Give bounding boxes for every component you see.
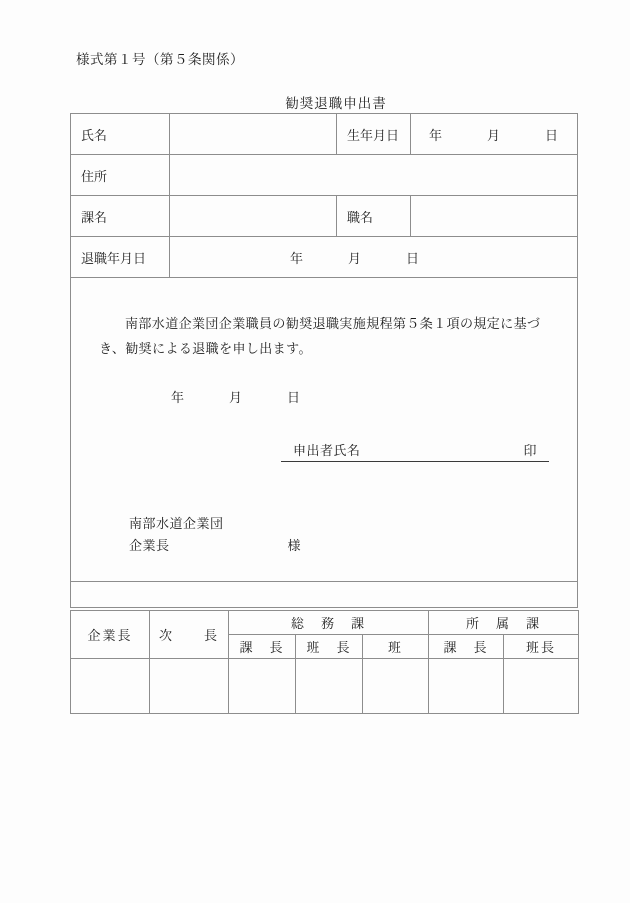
statement-text: 南部水道企業団企業職員の勧奨退職実施規程第５条１項の規定に基づき、勧奨による退職を申し出ます。 bbox=[99, 317, 541, 358]
approval-header-belonging-section: 所 属 課 bbox=[429, 611, 579, 635]
field-division[interactable] bbox=[169, 196, 336, 236]
field-name[interactable] bbox=[169, 114, 336, 154]
birthdate-day-unit: 日 bbox=[545, 128, 560, 144]
submission-date[interactable] bbox=[171, 387, 549, 406]
stamp-cell-ga-team[interactable] bbox=[296, 659, 363, 714]
approval-stamp-row bbox=[71, 659, 579, 714]
submission-year-unit: 年 bbox=[171, 390, 186, 406]
applicant-signature-field[interactable] bbox=[281, 440, 549, 462]
statement-area bbox=[71, 278, 577, 582]
signature-row bbox=[99, 440, 549, 462]
seal-label: 印 bbox=[523, 443, 537, 459]
field-address[interactable] bbox=[169, 155, 577, 195]
approval-header-row-top bbox=[71, 611, 579, 635]
applicant-form-box bbox=[70, 113, 578, 608]
table-row-division bbox=[71, 196, 577, 237]
field-job-title[interactable] bbox=[410, 196, 577, 236]
label-name: 氏名 bbox=[81, 128, 108, 144]
approval-subheader-bs-team: 班長 bbox=[504, 635, 579, 659]
stamp-cell-ga-chief[interactable] bbox=[229, 659, 296, 714]
approval-subheader-ga-chief: 課 長 bbox=[229, 635, 296, 659]
stamp-cell-bs-chief[interactable] bbox=[429, 659, 504, 714]
label-address: 住所 bbox=[81, 169, 108, 185]
stamp-cell-bs-team[interactable] bbox=[504, 659, 579, 714]
retirement-month-unit: 月 bbox=[348, 251, 363, 267]
field-birthdate[interactable] bbox=[410, 114, 577, 154]
field-retirement-date[interactable] bbox=[169, 237, 577, 277]
label-division: 課名 bbox=[81, 210, 108, 226]
addressee-title: 企業長 bbox=[129, 539, 170, 555]
signature-label: 申出者氏名 bbox=[293, 443, 361, 459]
submission-day-unit: 日 bbox=[287, 390, 302, 406]
birthdate-month-unit: 月 bbox=[486, 128, 501, 144]
table-row-address bbox=[71, 155, 577, 196]
stamp-cell-deputy[interactable] bbox=[150, 659, 229, 714]
approval-header-deputy: 次 長 bbox=[150, 611, 229, 659]
addressee-organization: 南部水道企業団 bbox=[129, 516, 224, 532]
addressee-title-line bbox=[129, 536, 549, 559]
approval-header-general-affairs: 総 務 課 bbox=[229, 611, 429, 635]
approval-subheader-ga-team: 班 長 bbox=[296, 635, 363, 659]
addressee-honorific: 様 bbox=[287, 539, 302, 555]
table-row-name bbox=[71, 114, 577, 155]
retirement-year-unit: 年 bbox=[290, 251, 305, 267]
approval-table bbox=[70, 610, 579, 714]
approval-subheader-ga-group: 班 bbox=[363, 635, 429, 659]
approval-subheader-bs-chief: 課 長 bbox=[429, 635, 504, 659]
addressee-block bbox=[129, 514, 549, 560]
submission-month-unit: 月 bbox=[229, 390, 244, 406]
spacer-band bbox=[71, 582, 577, 608]
table-row-retirement-date bbox=[71, 237, 577, 278]
stamp-cell-president[interactable] bbox=[71, 659, 150, 714]
document-title: 勧奨退職申出書 bbox=[285, 96, 387, 112]
label-retirement-date: 退職年月日 bbox=[81, 251, 147, 267]
birthdate-year-unit: 年 bbox=[428, 128, 443, 144]
label-job-title: 職名 bbox=[336, 196, 410, 236]
approval-header-president: 企業長 bbox=[71, 611, 150, 659]
retirement-day-unit: 日 bbox=[406, 251, 421, 267]
form-number: 様式第１号（第５条関係） bbox=[76, 52, 244, 68]
stamp-cell-ga-group[interactable] bbox=[363, 659, 429, 714]
label-birthdate: 生年月日 bbox=[336, 114, 410, 154]
